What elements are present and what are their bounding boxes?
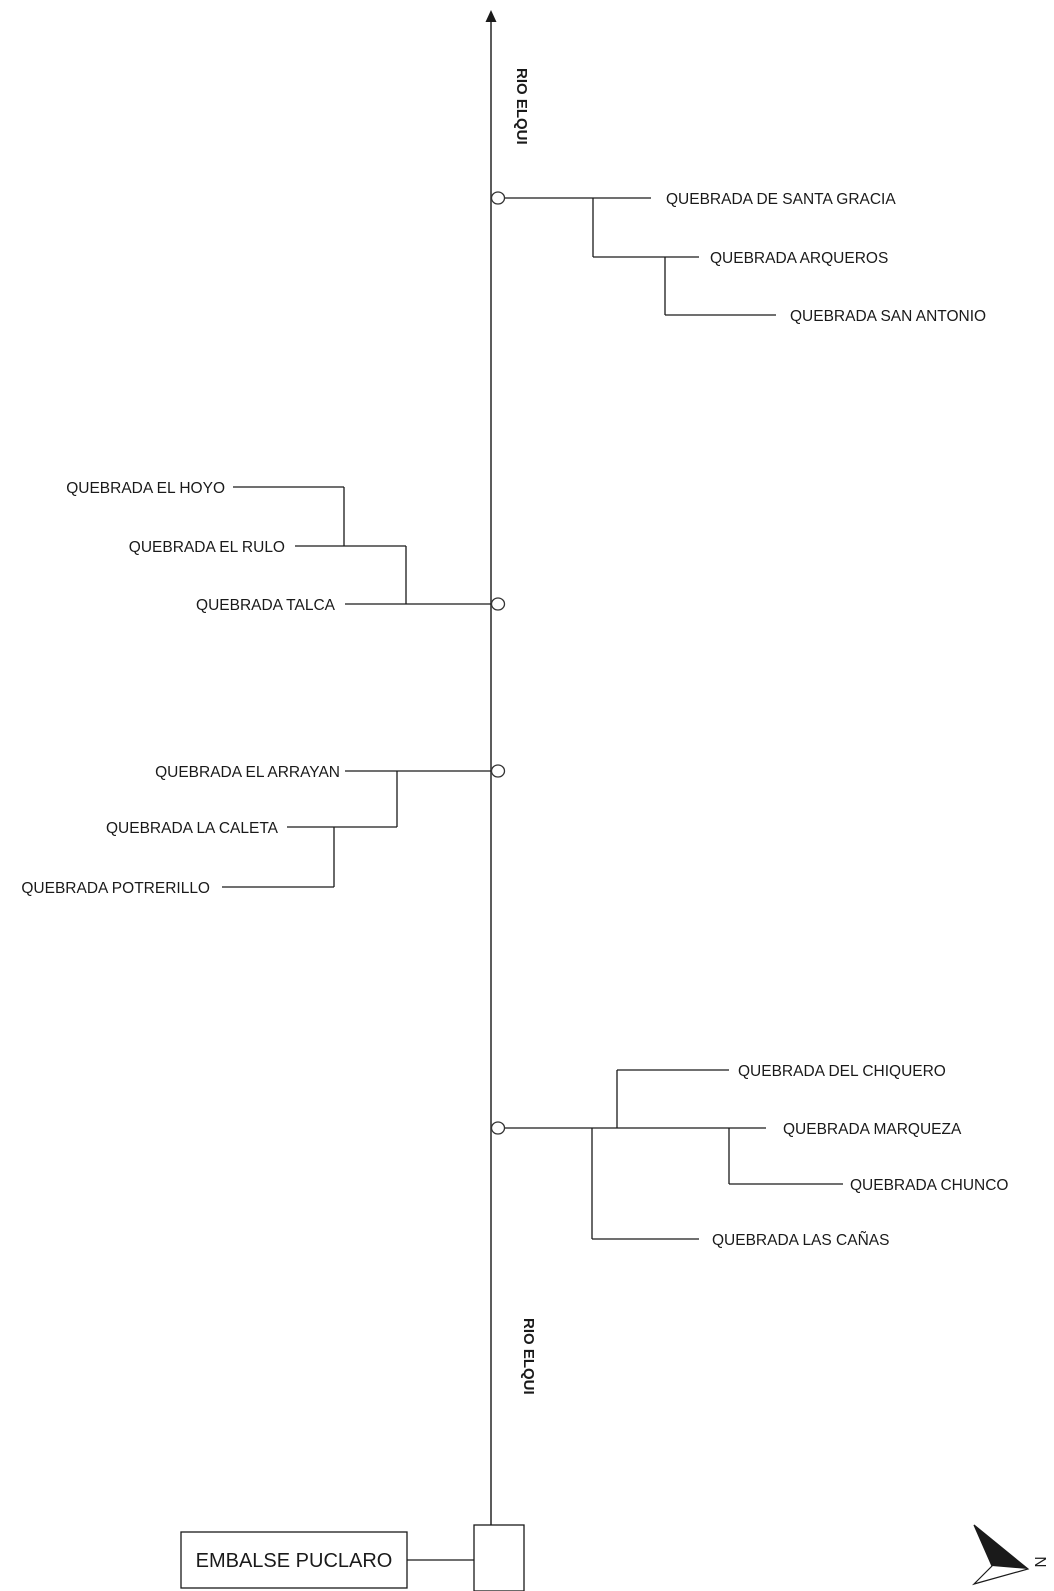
confluence-node — [492, 765, 505, 777]
tributary-label-arqueros: QUEBRADA ARQUEROS — [710, 250, 889, 267]
tributary-label-potrerillo: QUEBRADA POTRERILLO — [21, 880, 210, 897]
tributary-label-el-arrayan: QUEBRADA EL ARRAYAN — [155, 764, 340, 781]
tributary-label-la-caleta: QUEBRADA LA CALETA — [106, 820, 278, 837]
tributary-label-san-antonio: QUEBRADA SAN ANTONIO — [790, 308, 987, 325]
dam-box — [474, 1525, 524, 1591]
tributary-label-chunco: QUEBRADA CHUNCO — [850, 1177, 1009, 1194]
tributary-label-del-chiquero: QUEBRADA DEL CHIQUERO — [738, 1063, 946, 1080]
tributary-label-las-canas: QUEBRADA LAS CAÑAS — [712, 1232, 890, 1249]
river-label-bottom: RIO ELQUI — [520, 1318, 537, 1395]
north-arrow — [974, 1525, 1048, 1584]
tributary-group-santa-gracia — [492, 191, 987, 325]
river-label-top: RIO ELQUI — [513, 68, 530, 145]
reservoir-group — [181, 1525, 524, 1591]
river-flow-arrow-icon — [486, 10, 497, 22]
tributary-label-el-hoyo: QUEBRADA EL HOYO — [66, 480, 225, 497]
tributary-group-el-arrayan — [21, 764, 504, 897]
tributary-label-talca: QUEBRADA TALCA — [196, 597, 335, 614]
tributary-group-marqueza — [492, 1063, 1009, 1249]
tributary-label-marqueza: QUEBRADA MARQUEZA — [783, 1121, 962, 1138]
north-label: N — [1031, 1556, 1048, 1568]
tributary-label-santa-gracia: QUEBRADA DE SANTA GRACIA — [666, 191, 896, 208]
tributary-label-el-rulo: QUEBRADA EL RULO — [128, 539, 285, 556]
confluence-node — [492, 1122, 505, 1134]
tributary-group-talca — [66, 480, 504, 614]
reservoir-label: EMBALSE PUCLARO — [195, 1550, 393, 1572]
confluence-node — [492, 192, 505, 204]
confluence-node — [492, 598, 505, 610]
